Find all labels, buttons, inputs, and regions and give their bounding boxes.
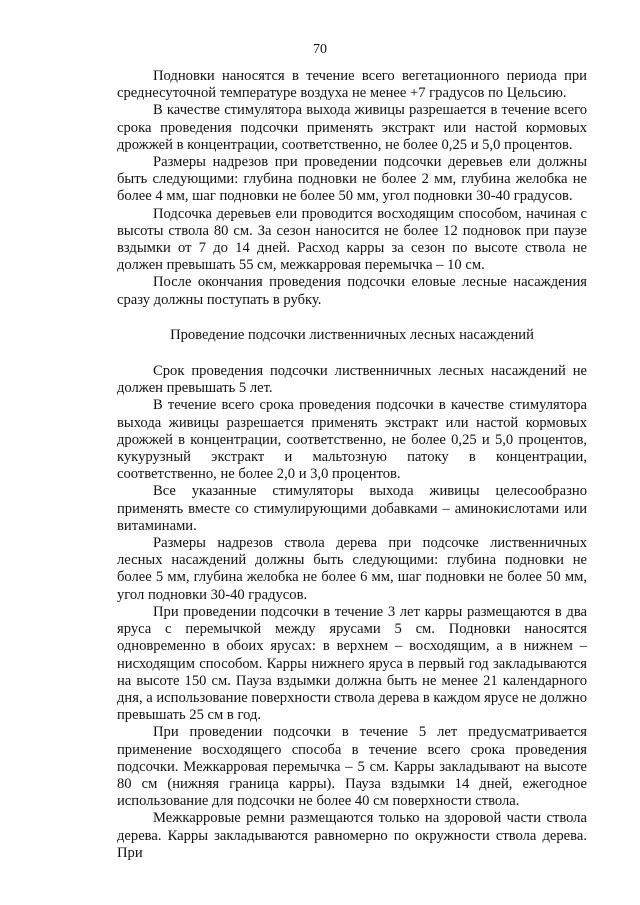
paragraph: Размеры надрезов при проведении подсочки деревьев ели должны быть следующими: глубина подновки не более 2 мм, глубина желобка не более 4 мм, шаг подновки не более 50 мм, угол подновки 30-40 градусов. — [117, 154, 587, 205]
document-body — [117, 68, 587, 862]
paragraph: Все указанные стимуляторы выхода живицы целесообразно применять вместе со стимулирующими добавками – аминокислотами или витаминами. — [117, 483, 587, 534]
paragraph: При проведении подсочки в течение 5 лет предусматривается применение восходящего способа в течение всего срока проведения подсочки. Межкарровая перемычка – 5 см. Карры закладывают на высоте 80 см (нижняя граница карры). Пауза вздымки 14 дней, ежегодное использование для подсочки не более 40 см поверхности ствола. — [117, 724, 587, 810]
paragraph: В качестве стимулятора выхода живицы разрешается в течение всего срока проведения подсочки применять экстракт или настой кормовых дрожжей в концентрации, соответственно, не более 0,25 и 5,0 процентов. — [117, 102, 587, 153]
section-heading: Проведение подсочки лиственничных лесных насаждений — [170, 326, 534, 343]
paragraph: После окончания проведения подсочки еловые лесные насаждения сразу должны поступать в рубку. — [117, 274, 587, 308]
paragraph: Межкарровые ремни размещаются только на здоровой части ствола дерева. Карры закладываются равномерно по окружности ствола дерева. При — [117, 810, 587, 861]
paragraph: Размеры надрезов ствола дерева при подсочке лиственничных лесных насаждений должны быть следующими: глубина подновки не более 5 мм, глубина желобка не более 6 мм, шаг подновки не более 50 мм, угол подновки 30-40 градусов. — [117, 535, 587, 603]
page-number: 70 — [313, 42, 327, 57]
paragraph: Подновки наносятся в течение всего вегетационного периода при среднесуточной температуре воздуха не менее +7 градусов по Цельсию. — [117, 68, 587, 102]
paragraph: В течение всего срока проведения подсочки в качестве стимулятора выхода живицы разрешается применять экстракт или настой кормовых дрожжей в концентрации, соответственно, не более 0,25 и 5,0 процентов, кукурузный экстракт и мальтозную патоку в концентрации, соответственно, не более 2,0 и 3,0 процентов. — [117, 397, 587, 483]
paragraph: Срок проведения подсочки лиственничных лесных насаждений не должен превышать 5 лет. — [117, 363, 587, 397]
paragraph: Подсочка деревьев ели проводится восходящим способом, начиная с высоты ствола 80 см. За сезон наносится не более 12 подновок при паузе вздымки от 7 до 14 дней. Расход карры за сезон по высоте ствола не должен превышать 55 см, межкарровая перемычка – 10 см. — [117, 205, 587, 274]
paragraph: При проведении подсочки в течение 3 лет карры размещаются в два яруса с перемычкой между ярусами 5 см. Подновки наносятся одновременно в обоих ярусах: в верхнем – восходящим, а в нижнем – нисходящим способом. Карры нижнего яруса в первый год закладываются на высоте 150 см. Пауза вздымки должна быть не менее 21 календарного дня, а использование поверхности ствола дерева в каждом ярусе не должно превышать 25 см в год. — [117, 603, 587, 724]
